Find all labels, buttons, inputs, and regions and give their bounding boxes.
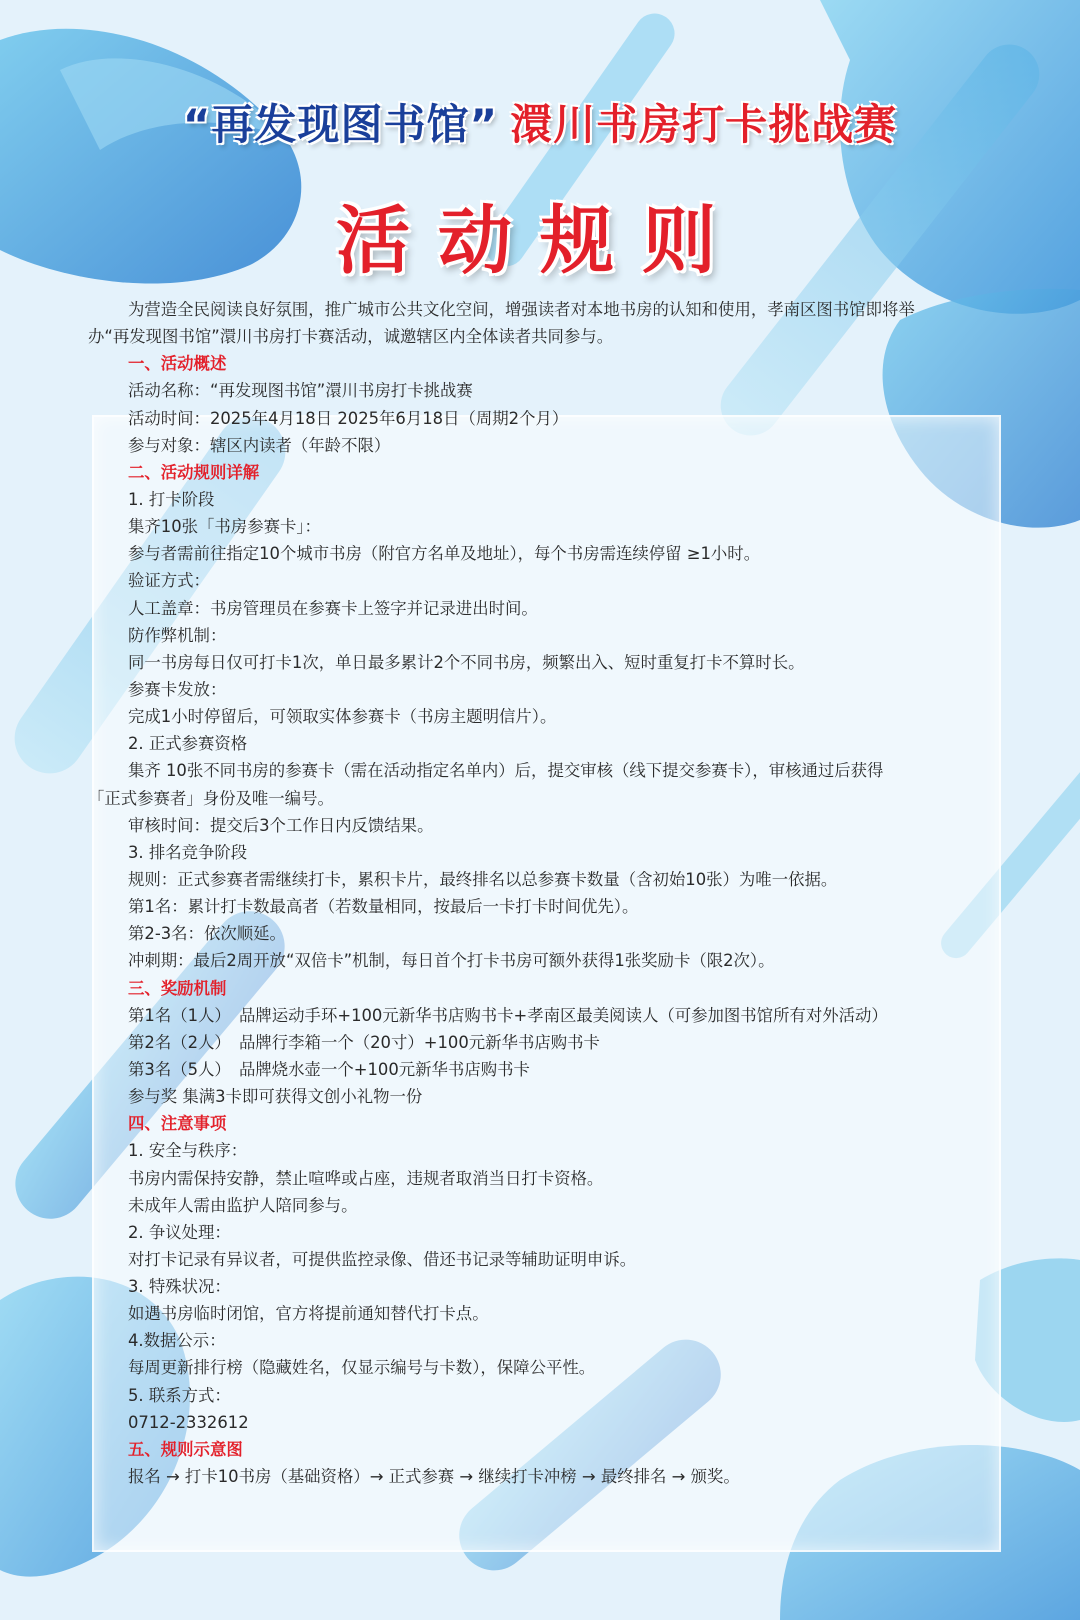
activity-time: 活动时间：2025年4月18日 2025年6月18日（周期2个月） (128, 408, 569, 428)
rule-line: 审核时间：提交后3个工作日内反馈结果。 (128, 815, 434, 835)
main-title (0, 92, 1080, 152)
rule-line: 3. 排名竞争阶段 (128, 842, 248, 862)
section-heading-notes: 四、注意事项 (128, 1114, 227, 1134)
rule-line: 第2-3名：依次顺延。 (128, 924, 286, 944)
title-part-library: “再发现图书馆” (182, 100, 499, 149)
note-line: 对打卡记录有异议者，可提供监控录像、借还书记录等辅助证明申诉。 (128, 1249, 637, 1269)
rule-line: 2. 正式参赛资格 (128, 734, 248, 754)
rule-line: 验证方式： (128, 571, 210, 591)
rule-line: 防作弊机制： (128, 625, 227, 645)
rule-line: 集齐10张「书房参赛卡」： (128, 517, 321, 537)
note-line: 2. 争议处理： (128, 1222, 231, 1242)
section-heading-flow: 五、规则示意图 (128, 1439, 243, 1459)
contact-phone: 0712-2332612 (128, 1412, 249, 1432)
title-part-challenge: 澴川书房打卡挑战赛 (510, 100, 898, 149)
rule-line-wrap: 「正式参赛者」身份及唯一编号。 (88, 788, 334, 808)
section-heading-rewards: 三、奖励机制 (128, 978, 227, 998)
rule-line: 规则：正式参赛者需继续打卡，累积卡片，最终排名以总参赛卡数量（含初始10张）为唯一依据。 (128, 869, 838, 889)
note-line: 每周更新排行榜（隐藏姓名，仅显示编号与卡数），保障公平性。 (128, 1358, 596, 1378)
rule-line: 同一书房每日仅可打卡1次，单日最多累计2个不同书房，频繁出入、短时重复打卡不算时长。 (128, 652, 805, 672)
note-line: 1. 安全与秩序： (128, 1141, 248, 1161)
note-line: 5. 联系方式： (128, 1385, 231, 1405)
note-line: 3. 特殊状况： (128, 1277, 231, 1297)
rule-line: 完成1小时停留后，可领取实体参赛卡（书房主题明信片）。 (128, 707, 557, 727)
rule-line: 第1名：累计打卡数最高者（若数量相同，按最后一卡打卡时间优先）。 (128, 897, 639, 917)
note-line: 4.数据公示： (128, 1331, 226, 1351)
flow-line: 报名 → 打卡10书房（基础资格）→ 正式参赛 → 继续打卡冲榜 → 最终排名 → 颁奖。 (128, 1467, 740, 1487)
note-line: 如遇书房临时闭馆，官方将提前通知替代打卡点。 (128, 1304, 489, 1324)
section-heading-overview: 一、活动概述 (128, 354, 227, 374)
rule-line: 1. 打卡阶段 (128, 489, 215, 509)
section-heading-rules: 二、活动规则详解 (128, 462, 260, 482)
rule-line: 参与者需前往指定10个城市书房（附官方名单及地址），每个书房需连续停留 ≥1小时。 (128, 544, 761, 564)
intro-line-2: 办“再发现图书馆”澴川书房打卡赛活动，诚邀辖区内全体读者共同参与。 (88, 327, 614, 347)
reward-line: 第3名（5人） 品牌烧水壶一个+100元新华书店购书卡 (128, 1059, 530, 1079)
reward-line: 第1名（1人） 品牌运动手环+100元新华书店购书卡+孝南区最美阅读人（可参加图书馆所有对外活动） (128, 1005, 888, 1025)
page-title: 活动规则 (336, 198, 744, 284)
activity-name: 活动名称：“再发现图书馆”澴川书房打卡挑战赛 (128, 381, 473, 401)
rule-line: 参赛卡发放： (128, 679, 227, 699)
reward-line: 参与奖 集满3卡即可获得文创小礼物一份 (128, 1087, 423, 1107)
intro-line-1: 为营造全民阅读良好氛围，推广城市公共文化空间，增强读者对本地书房的认知和使用，孝南区图书馆即将举 (128, 300, 915, 319)
rules-content (88, 296, 1000, 1490)
rule-line: 人工盖章：书房管理员在参赛卡上签字并记录进出时间。 (128, 598, 538, 618)
poster-header (0, 92, 1080, 288)
note-line: 未成年人需由监护人陪同参与。 (128, 1195, 358, 1215)
rule-line: 冲刺期：最后2周开放“双倍卡”机制，每日首个打卡书房可额外获得1张奖励卡（限2次）。 (128, 951, 775, 971)
activity-target: 参与对象：辖区内读者（年龄不限） (128, 435, 391, 455)
rule-line: 集齐 10张不同书房的参赛卡（需在活动指定名单内）后，提交审核（线下提交参赛卡），审核通过后获得 (128, 761, 884, 781)
reward-line: 第2名（2人） 品牌行李箱一个（20寸）+100元新华书店购书卡 (128, 1032, 600, 1052)
note-line: 书房内需保持安静，禁止喧哗或占座，违规者取消当日打卡资格。 (128, 1168, 604, 1188)
